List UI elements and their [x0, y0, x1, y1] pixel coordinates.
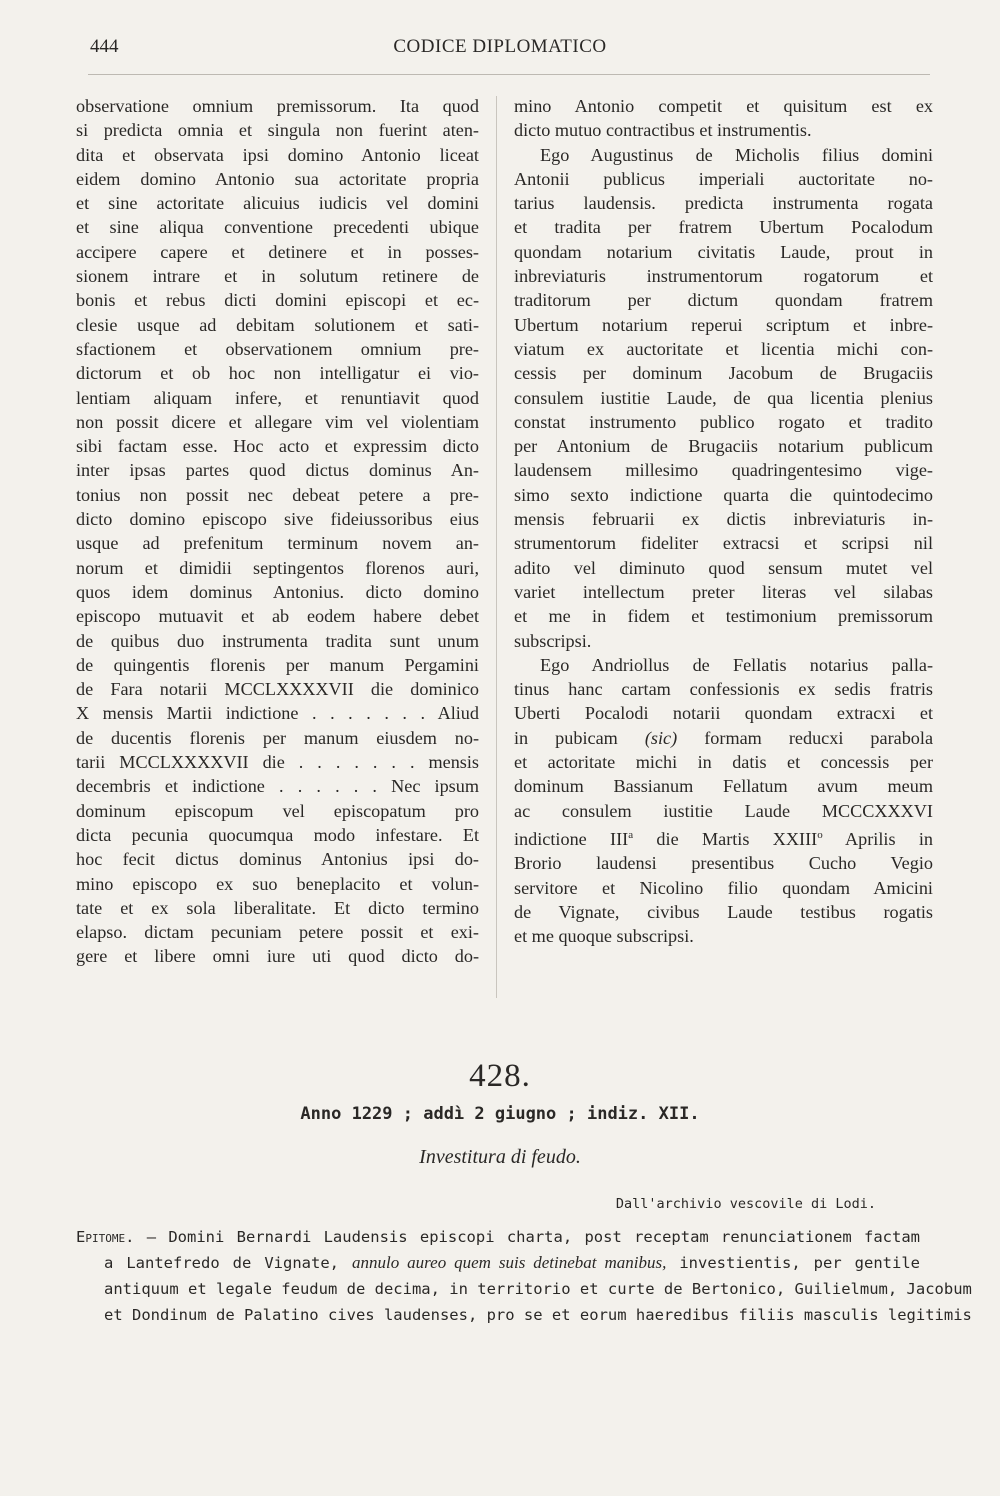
sic-note: (sic)	[644, 727, 678, 748]
right-line: simo sexto indictione quarta die quintodecimo	[514, 484, 933, 505]
right-line: traditorum per dictum quondam fratrem	[514, 290, 933, 311]
left-line: quos idem dominus Antonius. dicto domino	[76, 581, 479, 602]
left-line: decembris et indictione . . . . . . Nec ipsum	[76, 776, 479, 797]
right-line-part: indictione III	[514, 828, 629, 849]
right-line: strumentorum fideliter extracsi et scripsi nil	[514, 533, 933, 554]
right-line: adito vel diminuto quod sensum mutet vel	[514, 557, 933, 578]
left-line: dicta pecunia quocumqua modo infestare. Et	[76, 824, 479, 845]
left-line: tonius non possit nec debeat petere a pre-	[76, 484, 479, 505]
epitome-line	[76, 1250, 920, 1276]
left-line: mino episcopo ex suo beneplacito et volun-	[76, 873, 479, 894]
right-line: Ubertum notarium reperui scriptum et inbre-	[514, 314, 933, 335]
epitome-line: antiquum et legale feudum de decima, in territorio et curte de Bertonico, Guilielmum, Jacobum	[104, 1280, 972, 1298]
right-line	[514, 726, 933, 750]
document-subject: Investitura di feudo.	[419, 1146, 581, 1168]
left-line: et sine aliqua conventione precedenti ubique	[76, 217, 479, 238]
right-line: subscripsi.	[514, 630, 592, 651]
left-line: elapso. dictam pecuniam petere possit et exi-	[76, 922, 479, 943]
right-line-part: formam reducxi parabola	[704, 727, 934, 748]
left-column	[76, 94, 479, 969]
left-line: X mensis Martii indictione . . . . . . . Aliud	[76, 703, 479, 724]
right-line: et me in fidem et testimonium premissorum	[514, 606, 933, 627]
epitome-italic: annulo aureo quem suis detinebat manibus,	[352, 1253, 667, 1272]
header-rule	[88, 74, 930, 75]
superscript-a: a	[628, 828, 634, 841]
running-head: CODICE DIPLOMATICO	[393, 36, 607, 57]
right-line: Brorio laudensi presentibus Cucho Vegio	[514, 853, 933, 874]
right-line: quondam notarium civitatis Laude, prout in	[514, 241, 933, 262]
right-line	[514, 823, 933, 851]
page-header	[0, 36, 1000, 60]
epitome-text: a Lantefredo de Vignate,	[104, 1254, 339, 1272]
left-line: dominum episcopum vel episcopatum pro	[76, 800, 479, 821]
right-line: ac consulem iustitie Laude MCCCXXXVI	[514, 800, 933, 821]
page-number: 444	[90, 36, 119, 57]
right-line: Ego Andriollus de Fellatis notarius palla-	[540, 654, 933, 675]
left-line: lentiam aliquam infere, et renuntiavit quod	[76, 387, 479, 408]
left-line: dicto domino episcopo sive fideiussoribus eius	[76, 509, 479, 530]
right-line: tarius laudensis. predicta instrumenta rogata	[514, 193, 933, 214]
right-line: dominum Bassianum Fellatum avum meum	[514, 776, 933, 797]
right-line: dicto mutuo contractibus et instrumentis.	[514, 120, 812, 141]
epitome-text: — Domini Bernardi Laudensis episcopi charta, post receptam renunciationem factam	[146, 1228, 920, 1246]
right-line: mensis februarii ex dictis inbreviaturis in-	[514, 509, 933, 530]
left-line: clesie usque ad debitam solutionem et sati-	[76, 314, 479, 335]
left-line: et sine actoritate alicuius iudicis vel domini	[76, 193, 479, 214]
left-line: de quingentis florenis per manum Pergamini	[76, 654, 479, 675]
left-line: observatione omnium premissorum. Ita quod	[76, 96, 479, 116]
right-line: tinus hanc cartam confessionis ex sedis fratris	[514, 679, 933, 700]
document-dateline: Anno 1229 ; addì 2 giugno ; indiz. XII.	[300, 1104, 700, 1124]
right-line-part: Aprilis in	[845, 828, 933, 849]
left-line: dita et observata ipsi domino Antonio liceat	[76, 144, 479, 165]
left-line: usque ad prefenitum terminum novem an-	[76, 533, 479, 554]
epitome-block	[76, 1224, 972, 1328]
right-line: viatum ex auctoritate et licentia michi con-	[514, 338, 933, 359]
right-line: Ego Augustinus de Micholis filius domini	[540, 144, 933, 165]
right-line: et me quoque subscripsi.	[514, 926, 694, 947]
left-line: episcopo mutuavit et ab eodem habere debet	[76, 606, 479, 627]
left-line: inter ipsas partes quod dictus dominus An-	[76, 460, 479, 481]
left-line: sfactionem et observationem omnium pre-	[76, 338, 479, 359]
left-line: de Fara notarii MCCLXXXXVII die dominico	[76, 679, 479, 700]
document-source: Dall'archivio vescovile di Lodi.	[615, 1196, 876, 1212]
right-line: per Antonium de Brugaciis notarium publicum	[514, 436, 933, 457]
left-line: si predicta omnia et singula non fuerint aten-	[76, 120, 479, 141]
left-line: tarii MCCLXXXXVII die . . . . . . . mensis	[76, 752, 479, 773]
right-line: servitore et Nicolino filio quondam Amicini	[514, 877, 933, 898]
left-line: accipere capere et detinere et in posses-	[76, 241, 479, 262]
epitome-line: et Dondinum de Palatino cives laudenses, pro se et eorum haeredibus filiis masculis legitimis	[104, 1306, 972, 1324]
left-line: non possit dicere et allegare vim vel violentiam	[76, 411, 479, 432]
left-line: eidem domino Antonio sua actoritate propria	[76, 168, 479, 189]
document-number: 428.	[469, 1058, 531, 1094]
right-line: Antonii publicus imperiali auctoritate no-	[514, 168, 933, 189]
right-line: Uberti Pocalodi notarii quondam extracxi et	[514, 703, 933, 724]
right-line: et actoritate michi in datis et concessis per	[514, 752, 933, 773]
left-line: dictorum et ob hoc non intelligatur ei vio-	[76, 363, 479, 384]
right-line: mino Antonio competit et quisitum est ex	[514, 96, 933, 116]
left-line: sibi factam esse. Hoc acto et expressim dicto	[76, 436, 479, 457]
right-line-part: in pubicam	[514, 727, 618, 748]
epitome-text: investientis, per gentile	[679, 1254, 920, 1272]
right-line: et tradita per fratrem Ubertum Pocalodum	[514, 217, 933, 238]
left-line: bonis et rebus dicti domini episcopi et ec-	[76, 290, 479, 311]
left-line: sionem intrare et in solutum retinere de	[76, 266, 479, 287]
column-divider	[496, 96, 497, 998]
left-line: tate et ex sola liberalitate. Et dicto termino	[76, 897, 479, 918]
right-line: variet intellectum preter literas vel silabas	[514, 581, 933, 602]
right-line: consulem iustitie Laude, de qua licentia plenius	[514, 387, 933, 408]
right-line-part: die Martis XXIII	[656, 828, 818, 849]
right-line: cessis per dominum Jacobum de Brugaciis	[514, 363, 933, 384]
superscript-o: o	[817, 828, 823, 841]
left-line: de quibus duo instrumenta tradita sunt unum	[76, 630, 479, 651]
right-column	[514, 94, 933, 948]
left-line: hoc fecit dictus dominus Antonius ipsi do-	[76, 849, 479, 870]
right-line: constat instrumento publico rogato et tradito	[514, 411, 933, 432]
right-line: de Vignate, civibus Laude testibus rogatis	[514, 901, 933, 922]
epitome-line	[76, 1224, 920, 1250]
right-line: laudensem millesimo quadringentesimo vige-	[514, 460, 933, 481]
epitome-label: Epitome.	[76, 1228, 135, 1246]
left-line: gere et libere omni iure uti quod dicto do-	[76, 946, 479, 967]
right-line: inbreviaturis instrumentorum rogatorum et	[514, 266, 933, 287]
left-line: norum et dimidii septingentos florenos auri,	[76, 557, 479, 578]
left-line: de ducentis florenis per manum eiusdem no-	[76, 727, 479, 748]
